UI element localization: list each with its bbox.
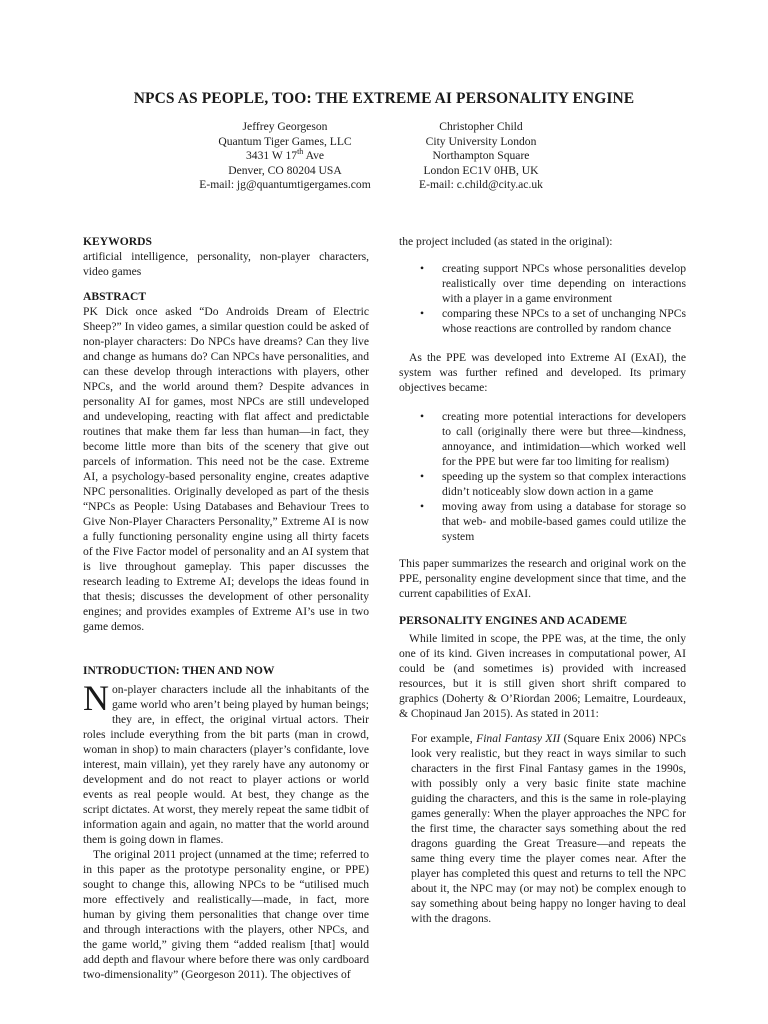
list-item: • speeding up the system so that complex interactions didn’t noticeably slow down action in a game (420, 470, 686, 498)
abstract-heading: ABSTRACT (83, 290, 147, 303)
author-name: Christopher Child (439, 120, 523, 133)
list-item: • creating more potential interactions for developers to call (originally there were but three—kindness, annoyance, and intimidation—which worked well for the PPE but were far too limiting for realism) (420, 410, 686, 468)
author-affiliation: Quantum Tiger Games, LLC (218, 134, 352, 148)
list-item: • comparing these NPCs to a set of unchanging NPCs whose reactions are controlled by random chance (420, 307, 686, 335)
author-street: Northampton Square (432, 149, 530, 163)
author-block-child (376, 120, 586, 193)
introduction-paragraph-2: The original 2011 project (unnamed at the time; referred to in this paper as the prototype personality engine, or PPE) sought to change this, allowing NPCs to be “utilised much more effectively and realistically—made, in fact, more human by giving them personalities that change over time and through interactions with the players, other NPCs, and the game world,” giving them “added realism [that] would add depth and flavour where before there was only cardboard two-dimensionality” (Georgeson 2011). The objectives of (83, 848, 369, 981)
author-city: Denver, CO 80204 USA (228, 163, 342, 177)
objectives-list (399, 261, 686, 336)
bullet-icon: • (420, 470, 425, 483)
bullet-icon: • (420, 262, 425, 275)
list-item: • moving away from using a database for storage so that web- and mobile-based games could utilize the system (420, 500, 686, 543)
personality-engines-heading: PERSONALITY ENGINES AND ACADEME (399, 614, 627, 627)
academe-paragraph: While limited in scope, the PPE was, at the time, the only one of its kind. Given increases in computational power, AI could be (and sometimes is) provided with increased resources, but it is still given short shrift compared to graphics (Doherty & O’Riordan 2006; Lemaitre, Lourdeaux, & Chopinaud Jan 2015). As stated in 2011: (399, 632, 686, 720)
bullet-icon: • (420, 307, 425, 320)
author-street: 3431 W 17th Ave (245, 147, 325, 163)
author-city: London EC1V 0HB, UK (423, 163, 539, 177)
bullet-icon: • (420, 500, 425, 513)
author-email[interactable]: E-mail: c.child@city.ac.uk (419, 178, 543, 192)
keywords-heading: KEYWORDS (83, 235, 152, 248)
author-affiliation: City University London (425, 134, 537, 148)
bullet-icon: • (420, 410, 425, 423)
exai-paragraph: As the PPE was developed into Extreme AI (ExAI), the system was further refined and developed. Its primary objectives became: (399, 351, 686, 394)
introduction-heading: INTRODUCTION: THEN AND NOW (83, 664, 275, 677)
author-email[interactable]: E-mail: jg@quantumtigergames.com (199, 178, 371, 192)
game-title-italic: Final Fantasy XII (476, 732, 561, 745)
introduction-paragraph-1: Non-player characters include all the inhabitants of the game world who aren’t being played by human beings; they are, in effect, the original virtual actors. Their roles include everything from the bit parts (man in crowd, woman in shop) to main characters (player’s confidante, love interest, main villain), yet they rarely have any autonomy or development and do not react to player actions or world events as real people would. At best, they change as the script dictates. At worst, they merely repeat the same tidbit of information again and again, no matter that the world around them is going down in flames. (83, 678, 369, 846)
left-column (83, 234, 369, 982)
keywords-text: artificial intelligence, personality, non-player characters, video games (83, 250, 369, 278)
paper-title: NPCS AS PEOPLE, TOO: THE EXTREME AI PERSONALITY ENGINE (133, 90, 635, 107)
summary-paragraph: This paper summarizes the research and original work on the PPE, personality engine development since that time, and the current capabilities of ExAI. (399, 557, 686, 600)
author-block-georgeson (180, 120, 390, 193)
author-name: Jeffrey Georgeson (242, 120, 328, 133)
drop-cap: N (83, 678, 109, 718)
abstract-text: PK Dick once asked “Do Androids Dream of Electric Sheep?” In video games, a similar question could be asked of non-player characters: Do NPCs have dreams? Can they live and change as humans do? Can NPCs have personalities, and can these develop through interactions with players, other NPCs, and the world around them? Despite advances in personality AI for games, most NPCs are still undeveloped and undeveloping, reacting with flat affect and predictable routines that make them far less than human—in fact, they become little more than bits of the scenery that give out parcels of information. This need not be the case. Extreme AI, a psychology-based personality engine, creates adaptive NPC personalities. Originally developed as part of the thesis “NPCs as People: Using Databases and Behaviour Trees to Give Non-Player Characters Personality,” Extreme AI is now a fully functioning personality engine using all thirty facets of the Five Factor model of personality and an AI system that is live throughout gameplay. This paper discusses the research leading to Extreme AI; develops the ideas found in that thesis; discusses the development of other personality engines; and provides examples of Extreme AI’s use in two game demos. (83, 305, 369, 633)
right-column (399, 234, 686, 926)
list-item: • creating support NPCs whose personalities develop realistically over time depending on interactions with a player in a game environment (420, 262, 686, 305)
block-quote: For example, Final Fantasy XII (Square Enix 2006) NPCs look very realistic, but they react in ways similar to such characters in the first Final Fantasy games in the 1990s, with possibly only a very basic finite state machine guiding the characters, and this is the same in role-playing games generally: When the player approaches the NPC for the first time, the character says something about the red dragons guarding the Great Treasure—and repeats the same thing every time the player comes near. After the player has completed this quest and returns to tell the NPC about it, the NPC may (or may not) be complex enough to say something about being happy no longer having to deal with the dragons. (411, 732, 686, 925)
continuation-text: the project included (as stated in the original): (399, 235, 613, 248)
primary-objectives-list (399, 409, 686, 544)
